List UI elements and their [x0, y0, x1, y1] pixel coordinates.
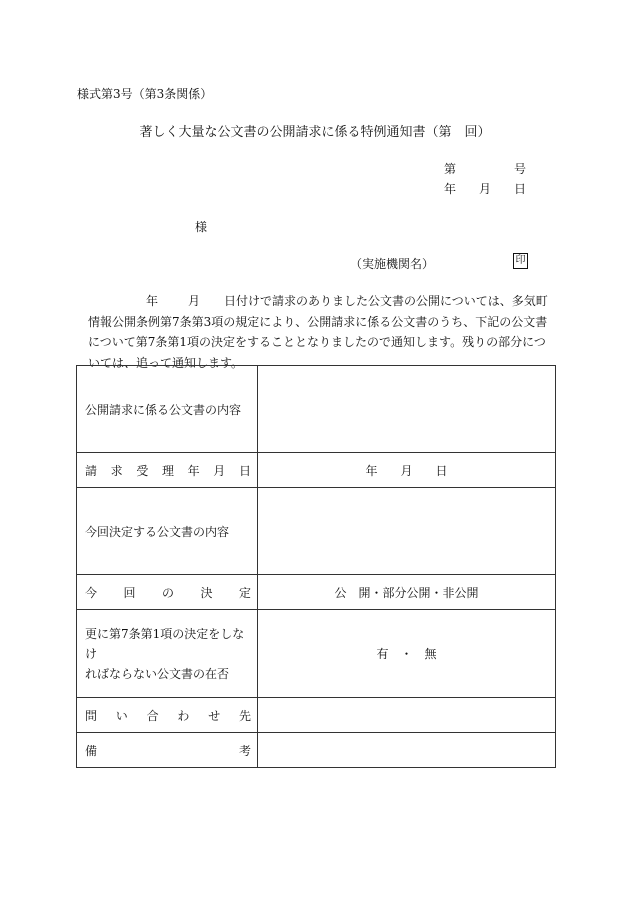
receipt-date-value[interactable]	[258, 453, 556, 488]
label-char: い	[115, 708, 128, 723]
label-char: 問	[85, 708, 98, 723]
body-text: 日付けで請求のありました公文書の公開については、多気町情報公開条例第7条第3項の規定により、公開請求に係る公文書のうち、下記の公文書について第7条第1項の決定をすることとなりましたので通知します。残りの部分については、追って通知します。	[88, 294, 548, 370]
request-content-value[interactable]	[258, 366, 556, 453]
number-suffix: 号	[513, 162, 526, 176]
label-line: ればならない公文書の在否	[85, 666, 230, 681]
remarks-label	[77, 733, 258, 768]
label-char: 受	[136, 463, 149, 478]
label-char: 備	[85, 743, 98, 758]
contact-label	[77, 698, 258, 733]
date-day: 日	[513, 182, 526, 196]
request-content-label: 公開請求に係る公文書の内容	[77, 366, 258, 453]
table-row	[77, 575, 556, 610]
label-char: 合	[146, 708, 159, 723]
receipt-date-label	[77, 453, 258, 488]
current-decision-label	[77, 575, 258, 610]
table-row	[77, 698, 556, 733]
label-char: せ	[208, 708, 221, 723]
label-char: 回	[123, 585, 136, 600]
current-decision-options[interactable]: 公 開・部分公開・非公開	[258, 575, 556, 610]
table-row	[77, 488, 556, 575]
label-char: 求	[110, 463, 123, 478]
contact-value[interactable]	[258, 698, 556, 733]
date-unit: 年	[365, 463, 378, 478]
label-char: 年	[187, 463, 200, 478]
seal-mark: 印	[513, 253, 528, 269]
date-month: 月	[478, 182, 491, 196]
addressee: 様	[195, 220, 208, 234]
document-date-line	[444, 180, 526, 197]
decision-table	[76, 365, 556, 768]
form-number: 様式第3号（第3条関係）	[77, 87, 213, 101]
table-row	[77, 733, 556, 768]
date-unit: 日	[435, 463, 448, 478]
label-char: 月	[213, 463, 226, 478]
notice-body	[88, 291, 554, 373]
label-line: 更に第7条第1項の決定をしなけ	[85, 626, 245, 661]
label-char: 定	[238, 585, 251, 600]
body-year: 年	[146, 294, 159, 308]
remaining-documents-options[interactable]: 有 ・ 無	[258, 610, 556, 698]
decision-content-value[interactable]	[258, 488, 556, 575]
label-char: 考	[238, 743, 251, 758]
table-row	[77, 610, 556, 698]
label-char: 請	[85, 463, 98, 478]
agency-name: （実施機関名）	[350, 257, 435, 271]
body-month: 月	[188, 294, 201, 308]
label-char: 日	[238, 463, 251, 478]
date-year: 年	[444, 182, 457, 196]
date-unit: 月	[400, 463, 413, 478]
label-char: 理	[161, 463, 174, 478]
label-char: 決	[200, 585, 213, 600]
document-number-line	[444, 160, 526, 177]
number-prefix: 第	[444, 162, 457, 176]
label-char: 先	[238, 708, 251, 723]
table-row	[77, 453, 556, 488]
decision-content-label: 今回決定する公文書の内容	[77, 488, 258, 575]
label-char: の	[161, 585, 174, 600]
table-row	[77, 366, 556, 453]
label-char: 今	[85, 585, 98, 600]
remarks-value[interactable]	[258, 733, 556, 768]
remaining-documents-label	[77, 610, 258, 698]
label-char: わ	[177, 708, 190, 723]
document-title: 著しく大量な公文書の公開請求に係る特例通知書（第 回）	[139, 125, 491, 140]
